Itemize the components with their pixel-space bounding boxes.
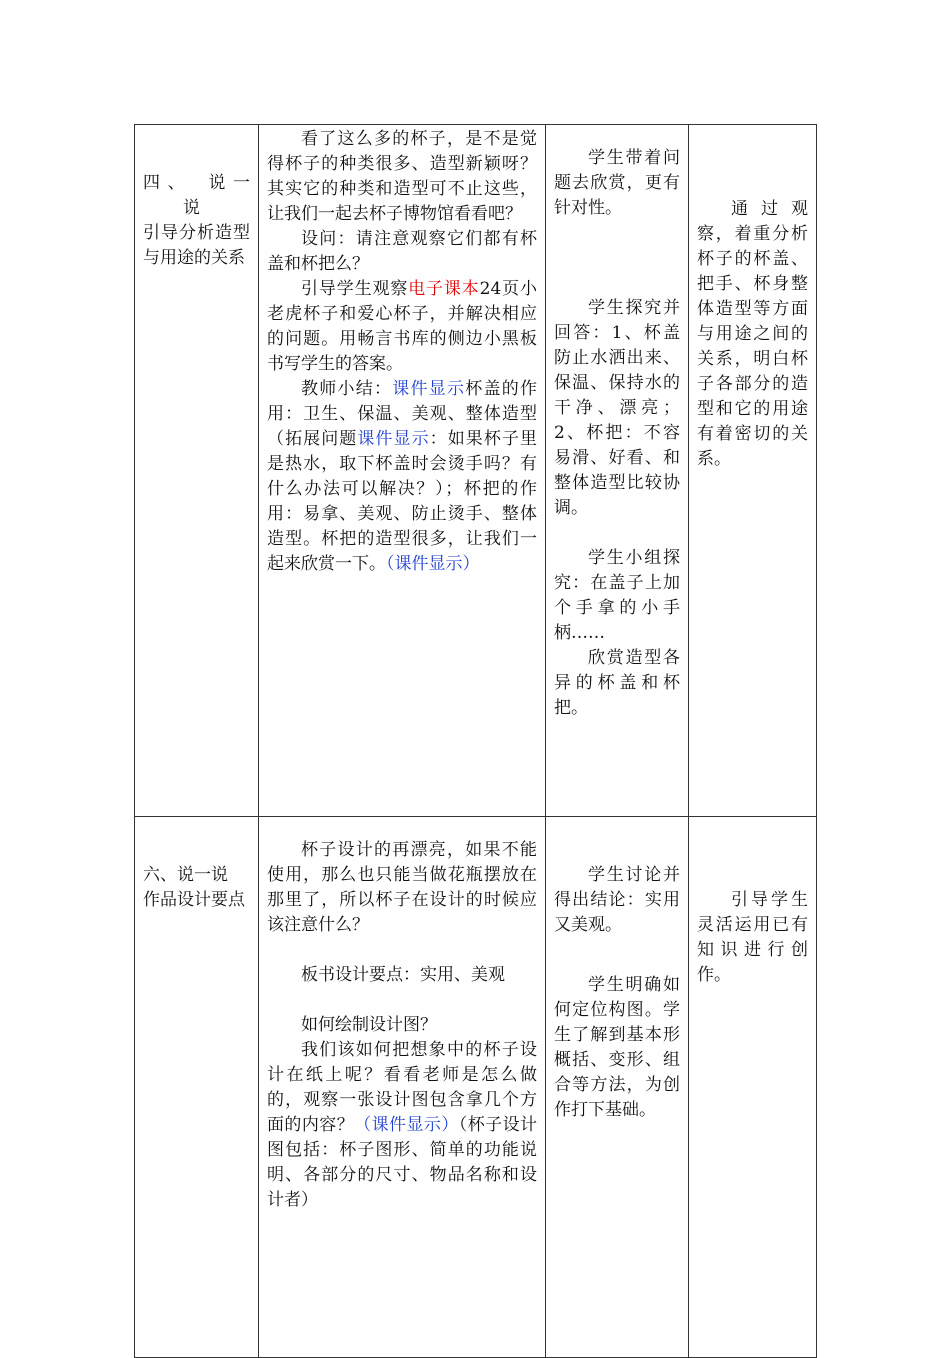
teacher-paragraph: 设问：请注意观察它们都有杯盖和杯把么？ (267, 229, 537, 274)
student-paragraph: 学生探究并回答：1、杯盖防止水洒出来、保温、保持水的干净、漂亮；2、杯把：不容易滑、好看、和整体造型比较协调。 (554, 298, 680, 518)
lesson-plan-table (134, 124, 817, 1358)
student-paragraph: 学生小组探究：在盖子上加个手拿的小手柄…… (554, 548, 680, 643)
table-row (135, 817, 817, 1358)
teacher-paragraph: 杯子设计的再漂亮，如果不能使用，那么也只能当做花瓶摆放在那里了，所以杯子在设计的时候应该注意什么？ (267, 840, 537, 935)
student-paragraph: 学生带着问题去欣赏，更有针对性。 (554, 148, 680, 218)
teacher-paragraph: 我们该如何把想象中的杯子设计在纸上呢？看看老师是怎么做的，观察一张设计图包含拿几个方面的内容？（课件显示）（杯子设计图包括：杯子图形、简单的功能说明、各部分的尺寸、物品名称和设计者） (267, 1040, 538, 1210)
teacher-paragraph: 板书设计要点：实用、美观 (301, 965, 505, 985)
design-intent-cell (689, 125, 817, 817)
section-subtitle: 引导分析造型与用途的关系 (143, 223, 250, 268)
teacher-paragraph: 如何绘制设计图？ (301, 1015, 437, 1035)
table-row (135, 125, 817, 817)
student-paragraph: 学生讨论并得出结论：实用又美观。 (554, 865, 680, 935)
courseware-highlight: 课件显示 (357, 429, 430, 449)
courseware-highlight: （课件显示） (354, 1115, 459, 1135)
teacher-paragraph: 引导学生观察电子课本24页小老虎杯子和爱心杯子，并解决相应的问题。用畅言书库的侧边小黑板书写学生的答案。 (267, 279, 537, 374)
student-paragraph: 学生明确如何定位构图。学生了解到基本形概括、变形、组合等方法，为创作打下基础。 (554, 975, 680, 1120)
section-title: 六、说一说 (143, 865, 228, 885)
section-title: 说 (183, 198, 200, 218)
teacher-paragraph: 看了这么多的杯子，是不是觉得杯子的种类很多、造型新颖呀？其实它的种类和造型可不止这些，让我们一起去杯子博物馆看看吧？ (267, 129, 537, 224)
student-paragraph: 欣赏造型各异的杯盖和杯把。 (554, 648, 680, 718)
teacher-paragraph: 教师小结：课件显示杯盖的作用：卫生、保温、美观、整体造型（拓展问题课件显示：如果杯子里是热水，取下杯盖时会烫手吗？有什么办法可以解决？）；杯把的作用：易拿、美观、防止烫手、整体造型。杯把的造型很多，让我们一起来欣赏一下。（课件显示） (267, 379, 538, 574)
student-activity-cell (546, 125, 689, 817)
section-title: 四、 说一 (143, 173, 250, 193)
design-intent-cell (689, 817, 817, 1358)
intent-paragraph: 引导学生灵活运用已有知识进行创作。 (697, 890, 808, 985)
teacher-activity-cell (259, 125, 546, 817)
courseware-highlight: 课件显示 (392, 379, 466, 399)
teacher-activity-cell (259, 817, 546, 1358)
ebook-highlight: 电子课本 (408, 279, 480, 299)
courseware-highlight: （课件显示） (386, 554, 480, 574)
section-title-cell (135, 125, 259, 817)
intent-paragraph: 通过观察，着重分析杯子的杯盖、把手、杯身整体造型等方面与用途之间的关系，明白杯子各部分的造型和它的用途有着密切的关系。 (697, 199, 808, 469)
student-activity-cell (546, 817, 689, 1358)
section-subtitle: 作品设计要点 (143, 890, 245, 910)
section-title-cell (135, 817, 259, 1358)
